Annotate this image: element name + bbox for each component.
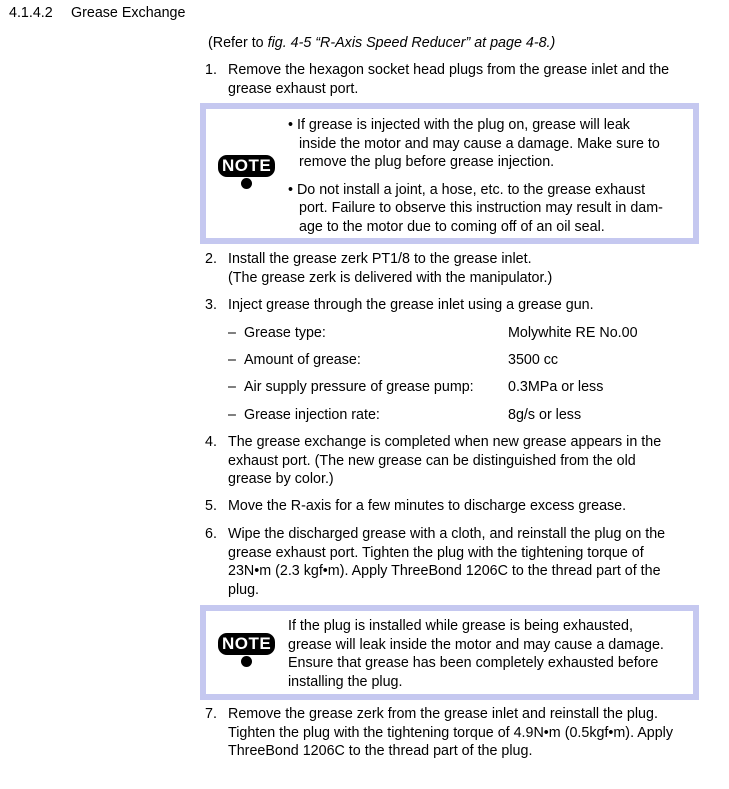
step-text-line: Remove the hexagon socket head plugs from the grease inlet and the: [228, 62, 670, 78]
spec-label: Grease type:: [244, 325, 326, 341]
note-line: age to the motor due to coming off of an oil seal.: [299, 218, 605, 235]
note-text: [288, 116, 693, 237]
note-line: Ensure that grease has been completely exhausted before: [288, 655, 659, 672]
step-text-line: plug.: [228, 581, 260, 598]
reference-title: “R-Axis Speed Reducer” at page 4-8.): [311, 35, 556, 51]
step-text-line: ThreeBond 1206C to the thread part of the plug.: [228, 743, 533, 760]
note-line: grease will leak inside the motor and may cause a damage.: [288, 636, 664, 653]
spec-dash: –: [228, 379, 236, 395]
figure-link: fig. 4-5: [267, 35, 312, 51]
spec-dash: –: [228, 407, 236, 423]
step-4: [205, 433, 705, 489]
step-7: [205, 705, 705, 761]
spec-label: Air supply pressure of grease pump:: [244, 379, 474, 395]
note-line: installing the plug.: [288, 673, 403, 690]
step-2: [205, 250, 705, 287]
step-text-line: grease by color.): [228, 471, 334, 488]
spec-value: Molywhite RE No.00: [508, 325, 638, 341]
note-box-1: [200, 103, 699, 244]
step-text-line: 23N•m (2.3 kgf•m). Apply ThreeBond 1206C to the thread part of the: [228, 563, 661, 580]
note-line: • If grease is injected with the plug on, grease will leak: [288, 117, 630, 133]
note-line: port. Failure to observe this instruction may result in dam-: [299, 200, 663, 217]
step-text-line: Tighten the plug with the tightening torque of 4.9N•m (0.5kgf•m). Apply: [228, 724, 673, 741]
step-6: [205, 525, 705, 599]
step-text-line: Install the grease zerk PT1/8 to the grease inlet.: [228, 251, 532, 267]
note-pin-icon: [241, 178, 252, 189]
note-badge: [218, 156, 275, 189]
step-number: 4.: [205, 434, 217, 450]
spec-value: 8g/s or less: [508, 407, 582, 423]
step-text-line: Inject grease through the grease inlet using a grease gun.: [228, 297, 594, 313]
note-pin-icon: [241, 656, 252, 667]
note-text: [288, 617, 693, 691]
section-title: Grease Exchange: [71, 5, 186, 21]
step-number: 3.: [205, 297, 217, 313]
note-line: If the plug is installed while grease is being exhausted,: [288, 618, 633, 634]
spec-label: Amount of grease:: [244, 352, 361, 368]
section-heading: [9, 5, 185, 21]
section-number: 4.1.4.2: [9, 5, 53, 21]
step-number: 6.: [205, 526, 217, 542]
note-bullet: [288, 181, 693, 237]
step-number: 2.: [205, 251, 217, 267]
step-text-line: Remove the grease zerk from the grease inlet and reinstall the plug.: [228, 706, 658, 722]
spec-value: 0.3MPa or less: [508, 379, 604, 395]
note-label: NOTE: [218, 633, 275, 655]
figure-reference: [208, 35, 555, 51]
spec-label: Grease injection rate:: [244, 407, 380, 423]
step-1: [205, 61, 705, 98]
spec-value: 3500 cc: [508, 352, 559, 368]
step-number: 1.: [205, 62, 217, 78]
step-number: 5.: [205, 498, 217, 514]
note-label: NOTE: [218, 155, 275, 177]
note-box-2: [200, 605, 699, 700]
reference-prefix: (Refer to: [208, 35, 268, 51]
step-number: 7.: [205, 706, 217, 722]
note-line: remove the plug before grease injection.: [299, 154, 555, 171]
step-text-line: grease exhaust port.: [228, 80, 359, 97]
note-line: • Do not install a joint, a hose, etc. to the grease exhaust: [288, 181, 646, 198]
spec-dash: –: [228, 352, 236, 368]
note-line: inside the motor and may cause a damage. Make sure to: [299, 135, 660, 152]
step-text-line: exhaust port. (The new grease can be distinguished from the old: [228, 452, 636, 469]
note-badge: [218, 634, 275, 667]
step-text-line: Wipe the discharged grease with a cloth, and reinstall the plug on the: [228, 526, 666, 542]
spec-dash: –: [228, 325, 236, 341]
step-text-line: Move the R-axis for a few minutes to discharge excess grease.: [228, 498, 627, 514]
step-text-line: grease exhaust port. Tighten the plug with the tightening torque of: [228, 544, 644, 561]
note-bullet: [288, 116, 693, 172]
step-text-line: (The grease zerk is delivered with the manipulator.): [228, 269, 553, 286]
step-text-line: The grease exchange is completed when new grease appears in the: [228, 434, 662, 450]
step-3: [205, 296, 705, 315]
step-5: [205, 497, 705, 516]
